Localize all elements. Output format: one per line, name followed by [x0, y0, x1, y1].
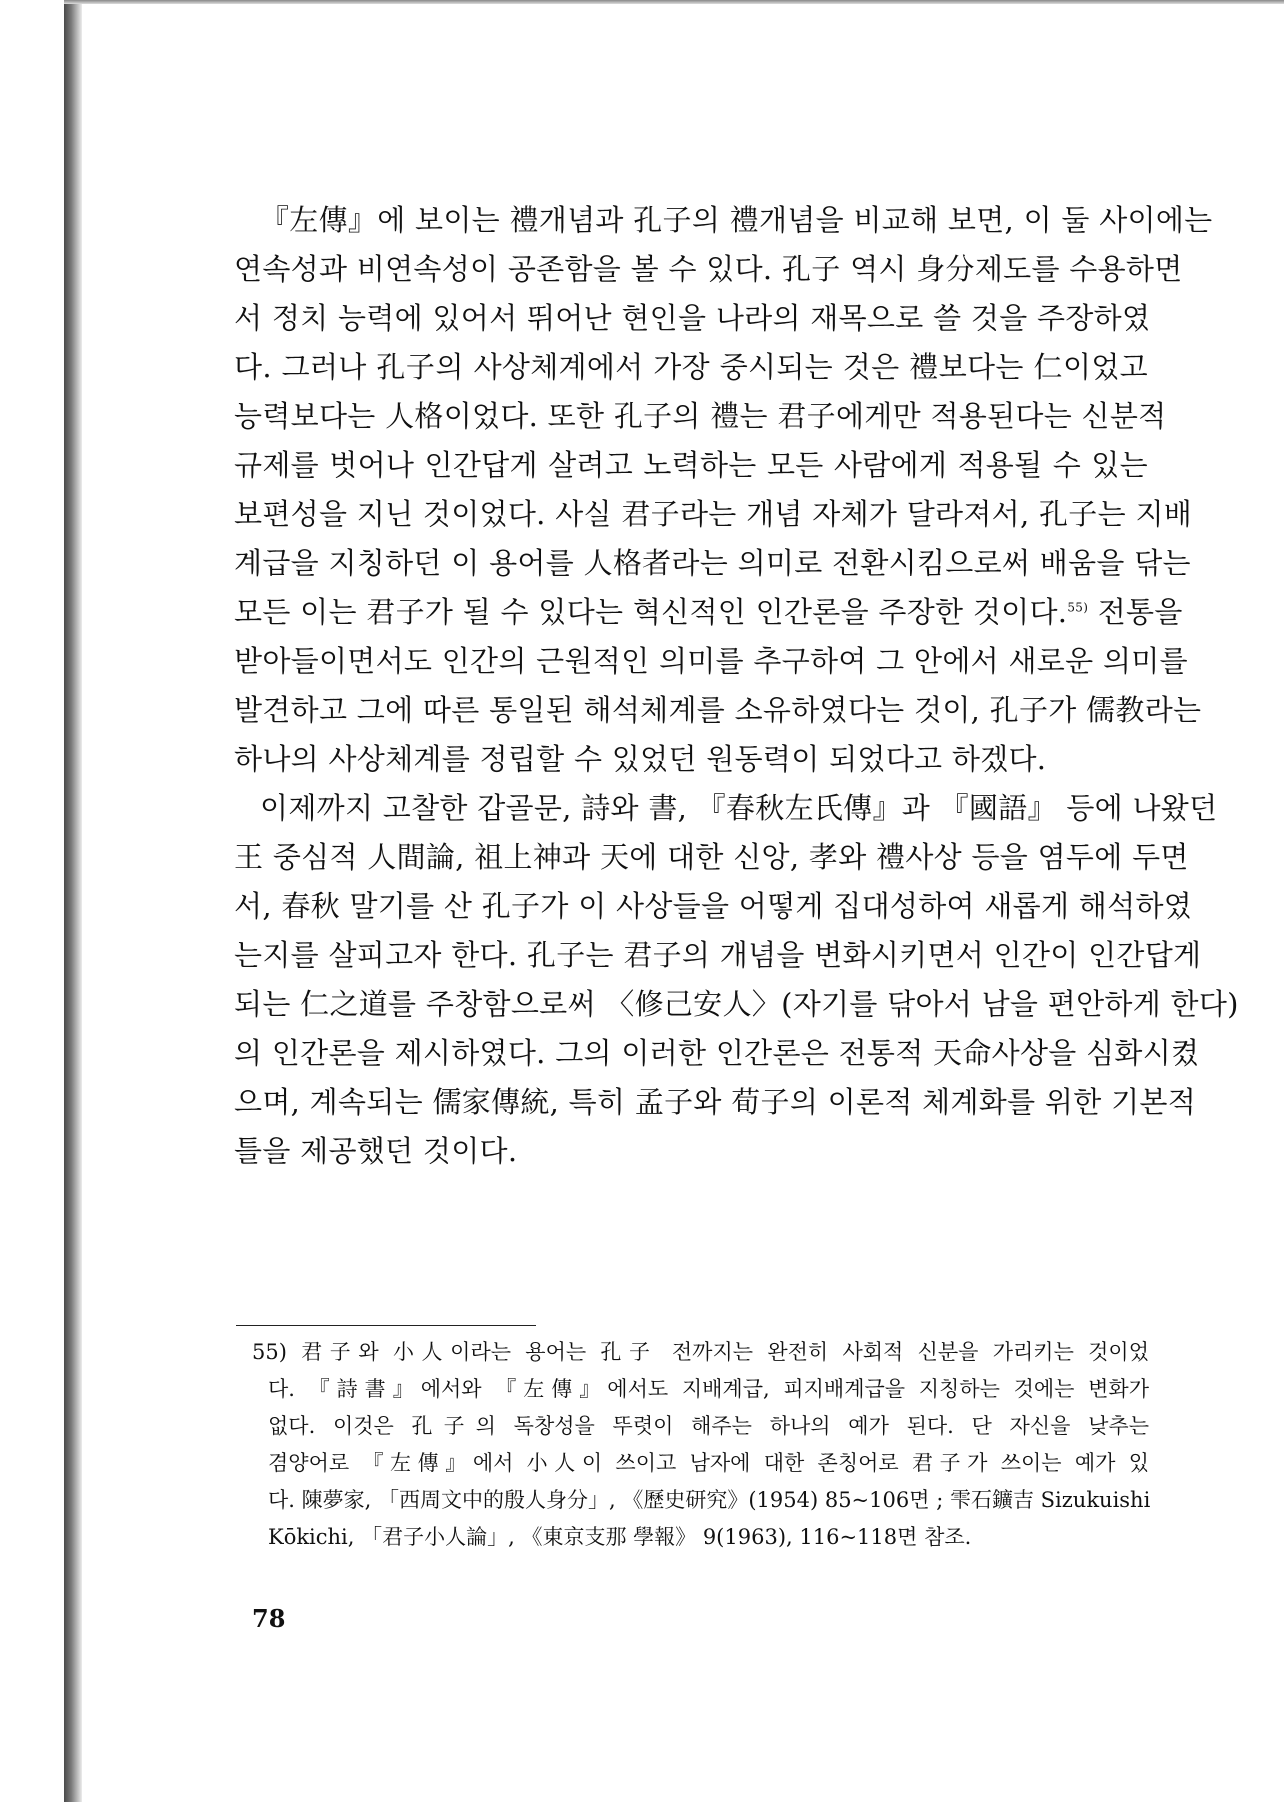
- footnote-divider: [236, 1325, 536, 1326]
- body-line: 규제를 벗어나 인간답게 살려고 노력하는 모든 사람에게 적용될 수 있는: [234, 448, 1148, 482]
- book-spine-shadow: [64, 4, 82, 1802]
- body-line: 받아들이면서도 인간의 근원적인 의미를 추구하여 그 안에서 새로운 의미를: [234, 644, 1188, 678]
- body-line: 계급을 지칭하던 이 용어를 人格者라는 의미로 전환시킴으로써 배움을 닦는: [234, 546, 1191, 580]
- body-line: 보편성을 지닌 것이었다. 사실 君子라는 개념 자체가 달라져서, 孔子는 지배: [234, 497, 1193, 531]
- body-line: 발견하고 그에 따른 통일된 해석체계를 소유하였다는 것이, 孔子가 儒教라는: [234, 693, 1202, 727]
- body-line: 는지를 살피고자 한다. 孔子는 君子의 개념을 변화시키면서 인간이 인간답게: [234, 938, 1202, 972]
- footnote-line: 다. 陳夢家, 「西周文中的殷人身分」, 《歷史研究》(1954) 85~106면 ; 雫石鑛吉 Sizukuishi: [268, 1488, 1151, 1512]
- body-text: [234, 196, 1239, 1176]
- footnote-line: 없다. 이것은 孔子의 독창성을 뚜렷이 해주는 하나의 예가 된다. 단 자신을 낮추는: [268, 1414, 1149, 1438]
- body-line: 이제까지 고찰한 갑골문, 詩와 書, 『春秋左氏傳』과 『國語』 등에 나왔던: [260, 791, 1218, 825]
- body-line: 서, 春秋 말기를 산 孔子가 이 사상들을 어떻게 집대성하여 새롭게 해석하였: [234, 889, 1193, 923]
- body-line-with-footnote: [234, 588, 1183, 637]
- body-line: 으며, 계속되는 儒家傳統, 특히 孟子와 荀子의 이론적 체계화를 위한 기본적: [234, 1085, 1197, 1119]
- body-line: 능력보다는 人格이었다. 또한 孔子의 禮는 君子에게만 적용된다는 신분적: [234, 399, 1167, 433]
- body-line: 서 정치 능력에 있어서 뛰어난 현인을 나라의 재목으로 쓸 것을 주장하였: [234, 301, 1151, 335]
- footnote-line: 겸양어로 『左傳』에서 小人이 쓰이고 남자에 대한 존칭어로 君子가 쓰이는 예가 있: [268, 1451, 1149, 1475]
- body-line: 『左傳』에 보이는 禮개념과 孔子의 禮개념을 비교해 보면, 이 둘 사이에는: [260, 203, 1213, 237]
- body-line: 의 인간론을 제시하였다. 그의 이러한 인간론은 전통적 天命사상을 심화시켰: [234, 1036, 1200, 1070]
- footnote-line: 55) 君子와 小人이라는 용어는 孔子 전까지는 완전히 사회적 신분을 가리키는 것이었: [252, 1340, 1149, 1364]
- body-line: 되는 仁之道를 주창함으로써 〈修己安人〉(자기를 닦아서 남을 편안하게 한다): [234, 987, 1239, 1021]
- body-line-text: 전통을: [1097, 595, 1183, 629]
- page-number: 78: [252, 1604, 286, 1633]
- footnote-55: [252, 1334, 1149, 1556]
- body-line: 틀을 제공했던 것이다.: [234, 1134, 518, 1168]
- body-line: 하나의 사상체계를 정립할 수 있었던 원동력이 되었다고 하겠다.: [234, 742, 1047, 776]
- body-line: 연속성과 비연속성이 공존함을 볼 수 있다. 孔子 역시 身分제도를 수용하면: [234, 252, 1183, 286]
- body-line: 王 중심적 人間論, 祖上神과 天에 대한 신앙, 孝와 禮사상 등을 염두에 두면: [234, 840, 1189, 874]
- body-line: 다. 그러나 孔子의 사상체계에서 가장 중시되는 것은 禮보다는 仁이었고: [234, 350, 1148, 384]
- footnote-line: 다. 『詩書』에서와 『左傳』에서도 지배계급, 피지배계급을 지칭하는 것에는 변화가: [268, 1377, 1149, 1401]
- footnote-reference[interactable]: 55): [1067, 600, 1089, 615]
- footnote-line: Kōkichi, 「君子小人論」, 《東京支那 學報》 9(1963), 116~118면 참조.: [268, 1525, 972, 1549]
- body-line-text: 모든 이는 君子가 될 수 있다는 혁신적인 인간론을 주장한 것이다.: [234, 595, 1068, 629]
